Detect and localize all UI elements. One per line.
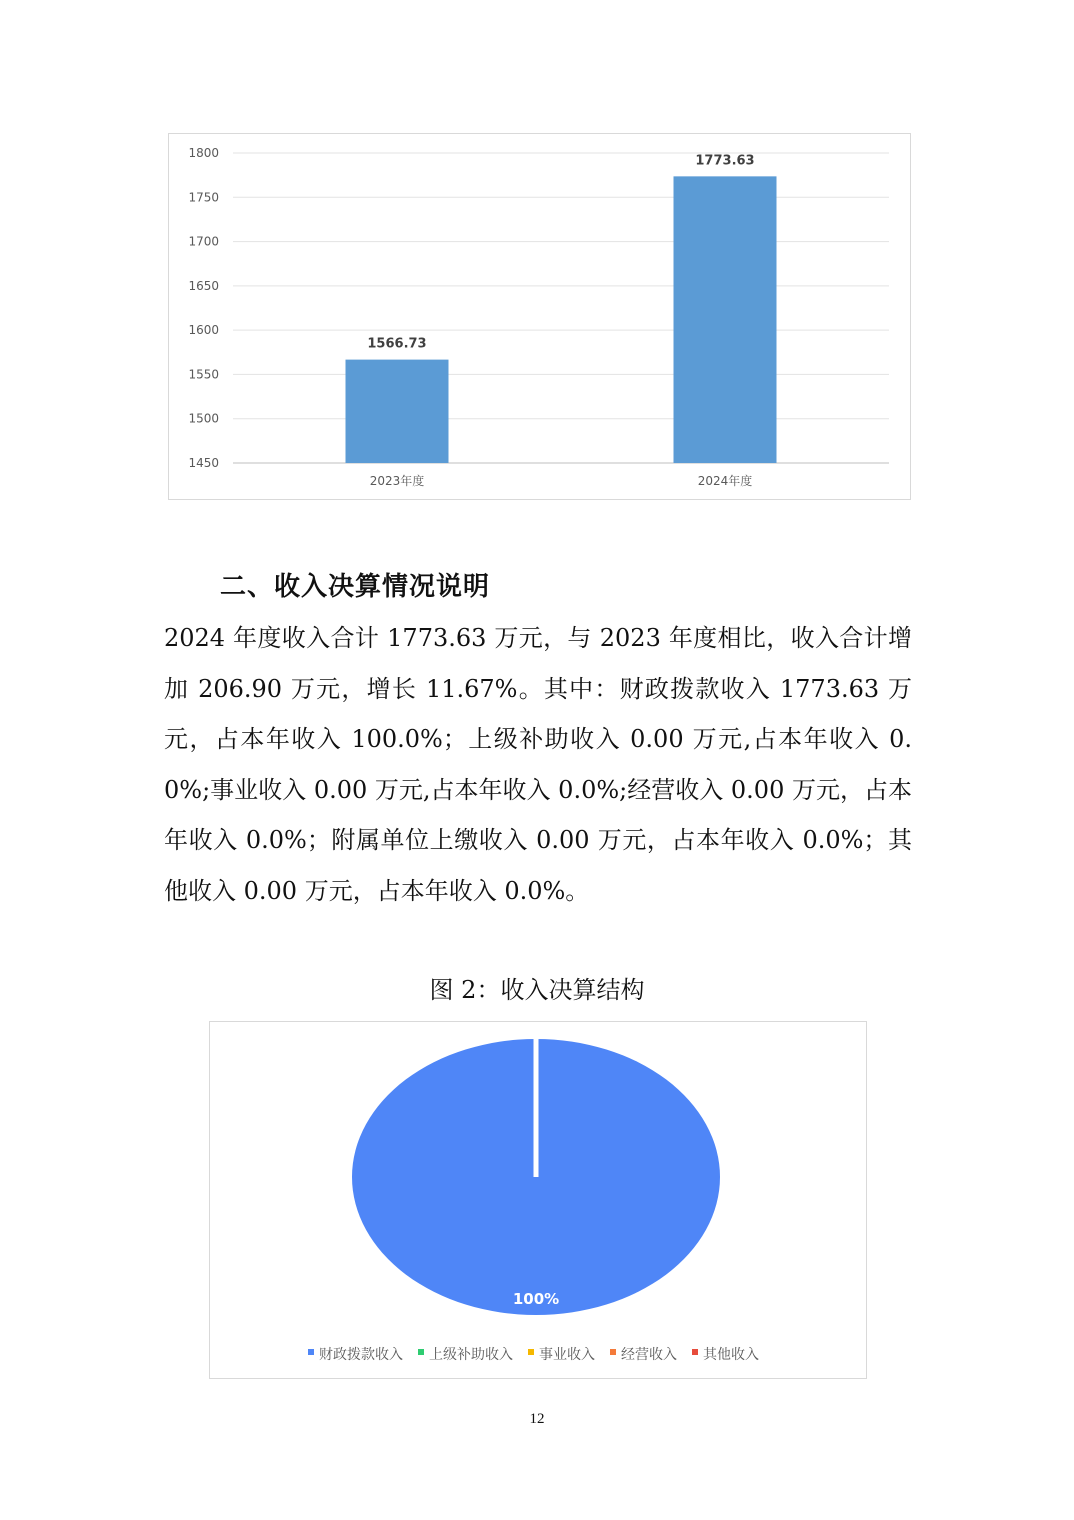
pie-data-label: 100% bbox=[512, 1290, 560, 1308]
y-tick-label: 1750 bbox=[188, 190, 219, 205]
x-tick-label: 2023年度 bbox=[369, 474, 425, 488]
page-number: 12 bbox=[529, 1411, 545, 1427]
figure-caption: 图 2：收入决算结构 bbox=[429, 976, 645, 1004]
bar-data-label: 1773.63 bbox=[695, 153, 755, 169]
legend-marker bbox=[610, 1349, 616, 1355]
legend-label: 上级补助收入 bbox=[429, 1347, 513, 1363]
legend-marker bbox=[528, 1349, 534, 1355]
legend-label: 经营收入 bbox=[621, 1347, 677, 1363]
bar bbox=[674, 176, 777, 463]
legend-label: 事业收入 bbox=[539, 1347, 595, 1363]
income-structure-pie-chart bbox=[210, 1022, 866, 1378]
bar-data-label: 1566.73 bbox=[367, 336, 427, 352]
y-tick-label: 1800 bbox=[188, 146, 219, 160]
pie-chart-frame bbox=[209, 1021, 867, 1379]
y-tick-label: 1700 bbox=[188, 234, 219, 249]
legend-label: 财政拨款收入 bbox=[319, 1347, 403, 1363]
bar-chart-frame bbox=[168, 133, 911, 500]
income-comparison-bar-chart bbox=[169, 134, 910, 499]
bar bbox=[346, 360, 449, 463]
legend-marker bbox=[692, 1349, 698, 1355]
y-tick-label: 1450 bbox=[188, 456, 219, 470]
y-tick-label: 1500 bbox=[188, 411, 219, 426]
y-tick-label: 1600 bbox=[188, 323, 219, 338]
legend-marker bbox=[418, 1349, 424, 1355]
legend-label: 其他收入 bbox=[703, 1347, 759, 1363]
x-tick-label: 2024年度 bbox=[697, 474, 753, 488]
income-description-paragraph: 2024 年度收入合计 1773.63 万元，与 2023 年度相比，收入合计增加 206.90 万元，增长 11.67%。其中：财政拨款收入 1773.63 万元，占本年收入 100.0%；上级补助收入 0.00 万元,占本年收入 0.0%;事业收入 0.00 万元,占本年收入 0.0%;经营收入 0.00 万元，占本年收入 0.0%；附属单位上缴收入 0.00 万元，占本年收入 0.0%；其他收入 0.00 万元，占本年收入 0.0%。 bbox=[164, 624, 912, 905]
y-tick-label: 1550 bbox=[188, 367, 219, 382]
legend-marker bbox=[308, 1349, 314, 1355]
y-tick-label: 1650 bbox=[188, 278, 219, 293]
section-heading: 二、收入决算情况说明 bbox=[220, 572, 491, 602]
